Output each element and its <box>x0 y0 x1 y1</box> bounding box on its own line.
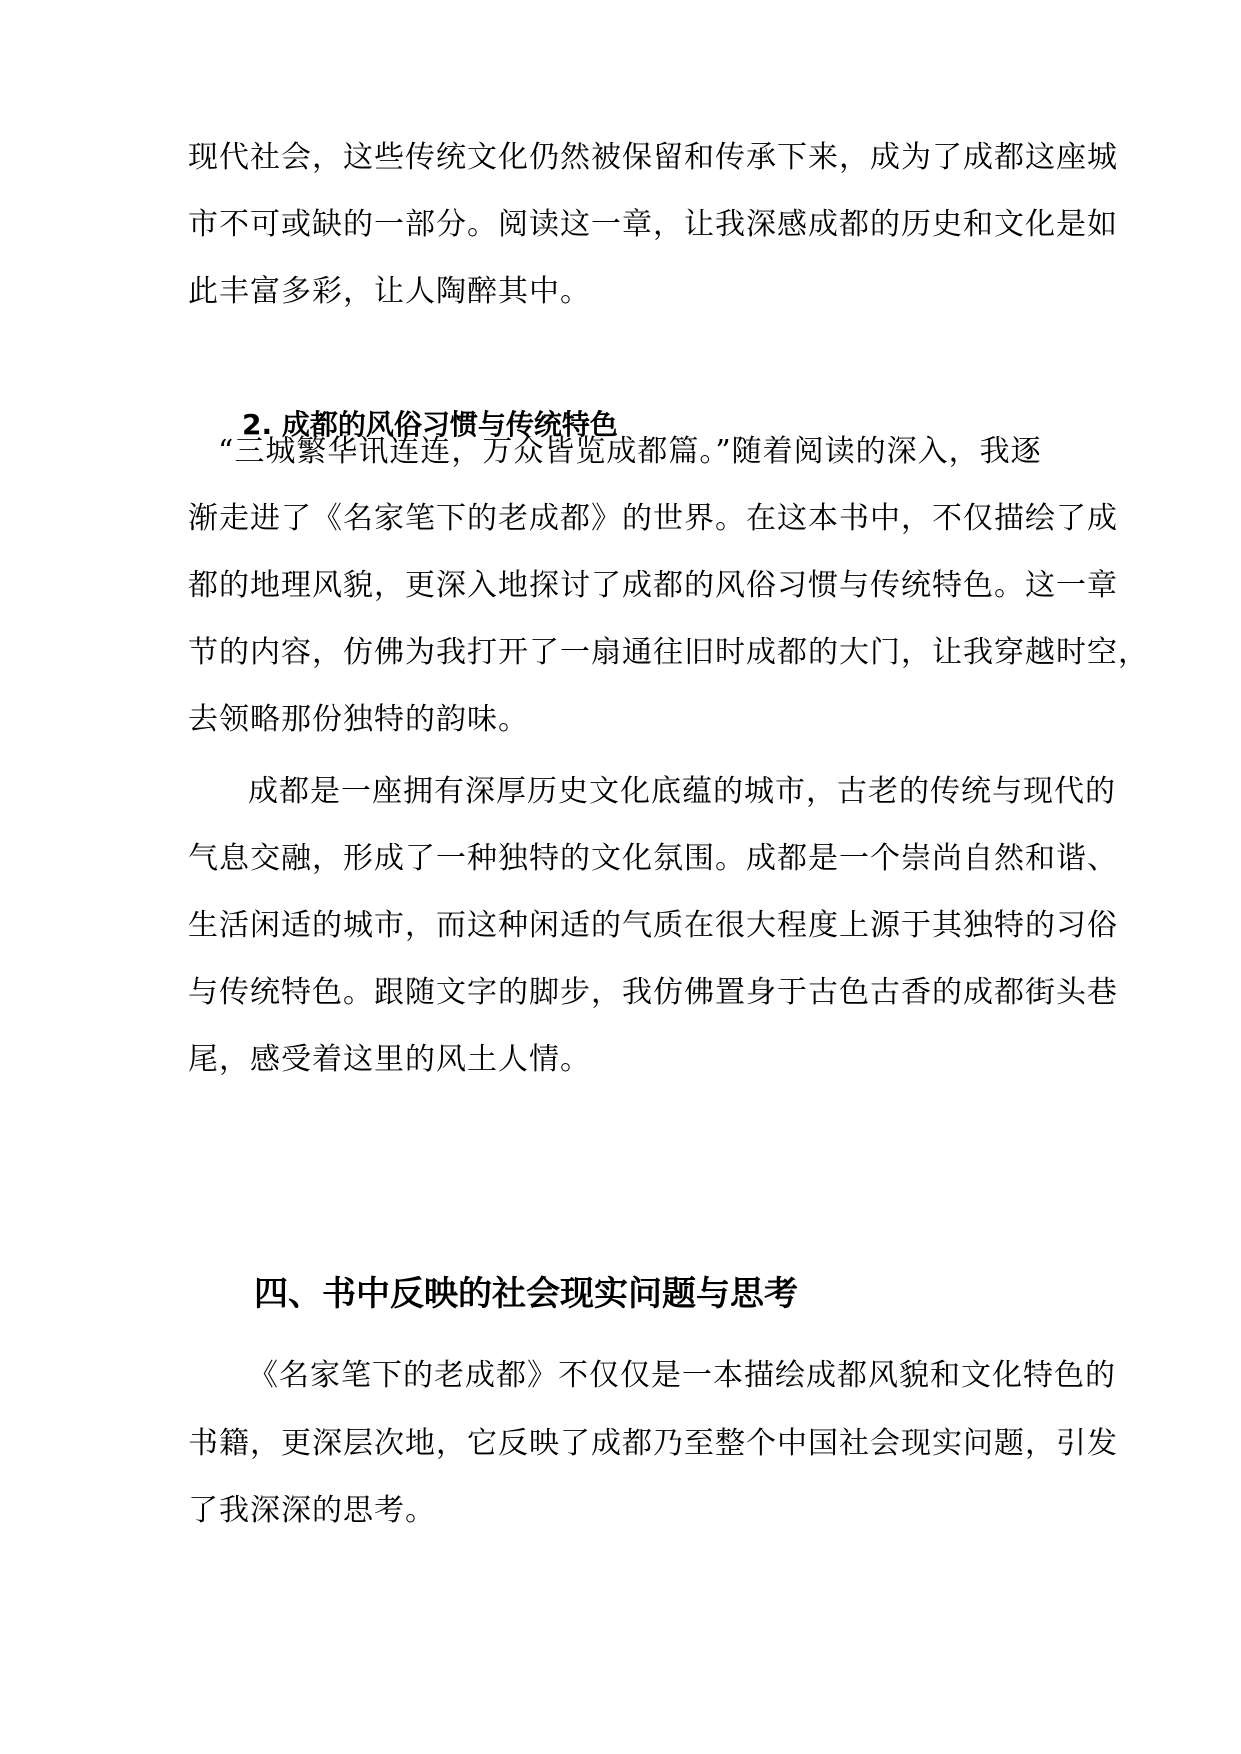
paragraph-line: 渐走进了《名家笔下的老成都》的世界。在这本书中，不仅描绘了成 <box>188 501 1118 536</box>
paragraph-line: 生活闲适的城市，而这种闲适的气质在很大程度上源于其独特的习俗 <box>188 908 1118 943</box>
paragraph-line: 节的内容，仿佛为我打开了一扇通往旧时成都的大门，让我穿越时空， <box>188 635 1149 670</box>
paragraph-line: 市不可或缺的一部分。阅读这一章，让我深感成都的历史和文化是如 <box>188 207 1118 242</box>
paragraph-line: 此丰富多彩，让人陶醉其中。 <box>188 274 591 309</box>
paragraph-line: 去领略那份独特的韵味。 <box>188 702 529 737</box>
paragraph-line: 了我深深的思考。 <box>188 1493 436 1528</box>
paragraph-line: 现代社会，这些传统文化仍然被保留和传承下来，成为了成都这座城 <box>188 140 1118 175</box>
paragraph-line: 尾，感受着这里的风土人情。 <box>188 1042 591 1077</box>
paragraph-line: 书籍，更深层次地，它反映了成都乃至整个中国社会现实问题，引发 <box>188 1426 1118 1461</box>
paragraph-line: 《名家笔下的老成都》不仅仅是一本描绘成都风貌和文化特色的 <box>248 1358 1116 1393</box>
paragraph-line: 成都是一座拥有深厚历史文化底蕴的城市，古老的传统与现代的 <box>248 774 1116 809</box>
paragraph-line: 都的地理风貌，更深入地探讨了成都的风俗习惯与传统特色。这一章 <box>188 568 1118 603</box>
chapter-heading: 四、书中反映的社会现实问题与思考 <box>254 1274 798 1314</box>
paragraph-line: “三城繁华讯连连，万众皆览成都篇。”随着阅读的深入，我逐 <box>218 434 1042 469</box>
paragraph-line: 与传统特色。跟随文字的脚步，我仿佛置身于古色古香的成都街头巷 <box>188 975 1118 1010</box>
paragraph-line: 气息交融，形成了一种独特的文化氛围。成都是一个崇尚自然和谐、 <box>188 841 1118 876</box>
section-heading: 2. 成都的风俗习惯与传统特色 <box>242 408 618 441</box>
